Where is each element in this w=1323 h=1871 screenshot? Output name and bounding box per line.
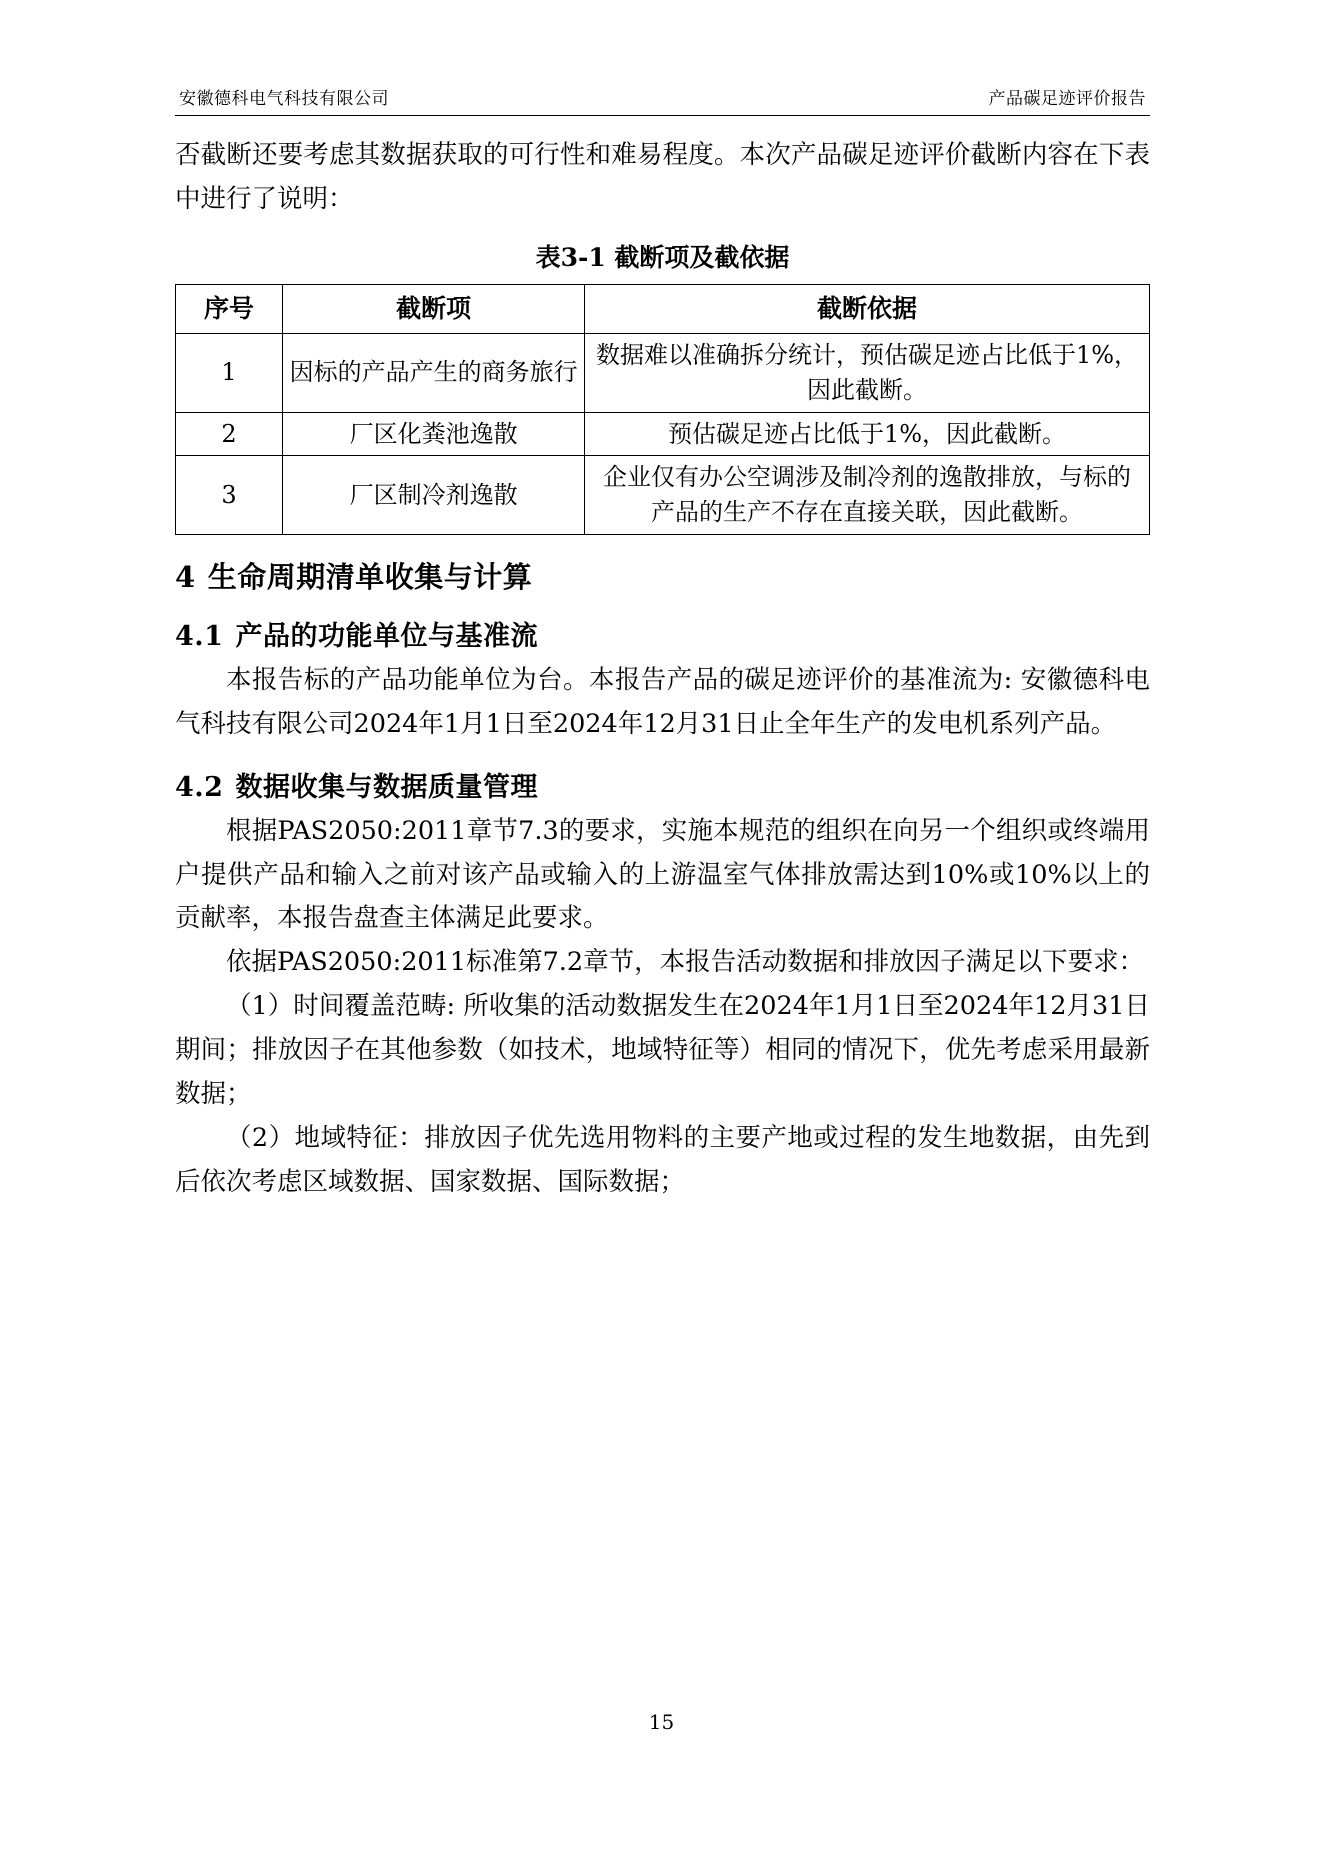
section-4-1-paragraph: 本报告标的产品功能单位为台。本报告产品的碳足迹评价的基准流为: 安徽德科电气科技有限公司2024年1月1日至2024年12月31日止全年生产的发电机系列产品。 <box>175 664 1150 739</box>
cell-no: 3 <box>176 456 283 535</box>
cell-item: 厂区化粪池逸散 <box>283 412 585 456</box>
page-content <box>175 84 1150 1204</box>
cell-no: 1 <box>176 333 283 412</box>
subsection-title: 数据收集与数据质量管理 <box>235 771 538 803</box>
cell-basis: 企业仅有办公空调涉及制冷剂的逸散排放，与标的产品的生产不存在直接关联，因此截断。 <box>585 456 1150 535</box>
cutoff-table <box>175 284 1150 535</box>
section-number: 4 <box>175 559 196 594</box>
section-title: 生命周期清单收集与计算 <box>207 559 533 594</box>
page-header <box>175 84 1150 116</box>
section-4-2-paragraph-1: 根据PAS2050:2011章节7.3的要求，实施本规范的组织在向另一个组织或终端用户提供产品和输入之前对该产品或输入的上游温室气体排放需达到10%或10%以上的贡献率，本报告盘查主体满足此要求。 <box>175 815 1150 934</box>
table-header-row <box>176 284 1150 333</box>
cell-item: 因标的产品产生的商务旅行 <box>283 333 585 412</box>
section-4-2-paragraph-2: 依据PAS2050:2011标准第7.2章节，本报告活动数据和排放因子满足以下要求： <box>226 947 1145 978</box>
table-row <box>176 456 1150 535</box>
subsection-number: 4.1 <box>175 620 224 652</box>
table-row <box>176 412 1150 456</box>
cell-no: 2 <box>176 412 283 456</box>
section-heading-4-2 <box>175 765 1150 804</box>
section-4-2-item-1: （1）时间覆盖范畴: 所收集的活动数据发生在2024年1月1日至2024年12月31日期间；排放因子在其他参数（如技术，地域特征等）相同的情况下，优先考虑采用最新数据； <box>175 991 1150 1109</box>
column-header-item: 截断项 <box>283 284 585 333</box>
section-heading-4 <box>175 555 1150 596</box>
column-header-basis: 截断依据 <box>585 284 1150 333</box>
header-company: 安徽德科电气科技有限公司 <box>179 89 389 109</box>
page-number: 15 <box>648 1710 675 1734</box>
cell-basis: 预估碳足迹占比低于1%，因此截断。 <box>585 412 1150 456</box>
section-4-2-item-2: （2）地域特征：排放因子优先选用物料的主要产地或过程的发生地数据，由先到后依次考虑区域数据、国家数据、国际数据； <box>175 1122 1150 1197</box>
cell-basis: 数据难以准确拆分统计，预估碳足迹占比低于1%，因此截断。 <box>585 333 1150 412</box>
cell-item: 厂区制冷剂逸散 <box>283 456 585 535</box>
subsection-title: 产品的功能单位与基准流 <box>235 620 538 652</box>
intro-paragraph: 否截断还要考虑其数据获取的可行性和难易程度。本次产品碳足迹评价截断内容在下表中进行了说明： <box>175 140 1150 214</box>
column-header-no: 序号 <box>176 284 283 333</box>
subsection-number: 4.2 <box>175 771 224 803</box>
header-doc-title: 产品碳足迹评价报告 <box>988 89 1146 109</box>
section-heading-4-1 <box>175 614 1150 653</box>
table-caption: 表3-1 截断项及截依据 <box>535 242 790 272</box>
table-row <box>176 333 1150 412</box>
